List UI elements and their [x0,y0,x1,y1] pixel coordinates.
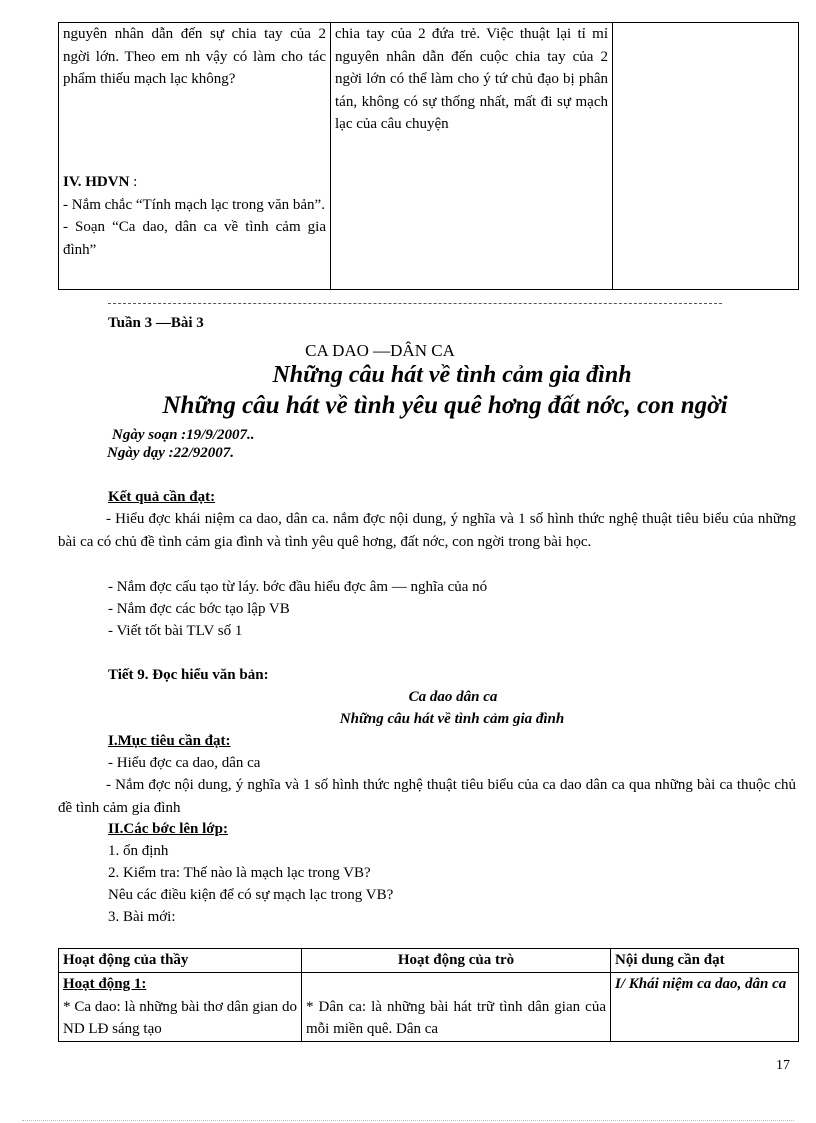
activity-table [58,948,799,1042]
hdvn-title: IV. HDVN [63,174,130,190]
step-1: 1. ổn định [108,843,169,859]
ca-dao-definition: * Ca dao: là những bài thơ dân gian do ND LĐ sáng tạo [63,998,297,1037]
top-table-col-content [613,23,799,290]
text-title-1: Ca dao dân ca [408,689,498,705]
content-cell [611,973,799,1042]
date-teach: Ngày dạy :22/92007. [107,445,235,461]
results-item-1: - Hiểu đợc khái niệm ca dao, dân ca. nắm đợc nội dung, ý nghĩa và 1 số hình thức nghệ thuật tiêu biểu của những bài ca có chủ đề tình cảm gia đình và tình yêu quê hơng, đất nớc, con ngời trong bài học. [58,511,796,550]
hdvn-item-2: - Soạn “Ca dao, dân ca về tình cảm gia đình” [63,219,326,258]
step-2b: Nêu các điều kiện để có sự mạch lạc trong VB? [108,887,394,903]
objective-2: - Nắm đợc nội dung, ý nghĩa và 1 số hình thức nghệ thuật tiêu biểu của ca dao dân ca qua những bài ca thuộc chủ đề tình cảm gia đình [58,777,796,816]
header-content: Nội dung cần đạt [611,949,799,973]
step-2: 2. Kiểm tra: Thế nào là mạch lạc trong VB? [108,865,371,881]
hdvn-colon: : [129,174,138,190]
dan-ca-definition: * Dân ca: là những bài hát trữ tình dân gian của mỗi miền quê. Dân ca [306,998,606,1037]
top-table-col-teacher [59,23,331,290]
teacher-cell [59,996,302,1042]
header-student: Hoạt động của trò [302,949,611,973]
page-number: 17 [776,1058,790,1073]
subject-heading: CA DAO —DÂN CA [305,341,455,360]
footer-divider [22,1120,794,1121]
date-prepare: Ngày soạn :19/9/2007.. [112,427,255,443]
review-question: nguyên nhân dẫn đến sự chia tay của 2 ngời lớn. Theo em nh vậy có làm cho tác phẩm thiếu mạch lạc không? [63,26,326,87]
steps-heading: II.Các bớc lên lớp: [108,821,228,837]
period-heading: Tiết 9. Đọc hiểu văn bản: [108,667,269,683]
week-lesson: Tuần 3 —Bài 3 [108,315,204,331]
activity-1-cell [59,973,302,996]
title-family: Những câu hát về tình cảm gia đình [272,362,632,388]
hdvn-item-1: - Nắm chắc “Tính mạch lạc trong văn bản”. [63,196,325,213]
student-cell [302,996,611,1042]
concept-heading: I/ Khái niệm ca dao, dân ca [615,976,787,992]
top-lesson-table [58,22,799,290]
top-table-col-student [331,23,613,290]
title-homeland: Những câu hát về tình yêu quê hơng đất nớc, con ngời [162,392,728,419]
objective-1: - Hiểu đợc ca dao, dân ca [108,755,261,771]
results-item-4: - Viết tốt bài TLV số 1 [108,623,243,639]
results-item-3: - Nắm đợc các bớc tạo lập VB [108,601,290,617]
hdvn-heading [63,171,326,194]
activity-1-label: Hoạt động 1: [63,976,147,992]
step-3: 3. Bài mới: [108,909,176,925]
header-teacher: Hoạt động của thầy [59,949,302,973]
results-heading: Kết quả cần đạt: [108,489,216,505]
student-empty-cell [302,973,611,996]
results-item-2: - Nắm đợc cấu tạo từ láy. bớc đầu hiểu đợc âm — nghĩa của nó [108,579,488,595]
text-title-2: Những câu hát về tình cảm gia đình [339,711,565,727]
student-answer: chia tay của 2 đứa trẻ. Việc thuật lại tỉ mỉ nguyên nhân dẫn đến cuộc chia tay của 2 ngời lớn có thể làm cho ý tứ chủ đạo bị phân tán, không có sự thống nhất, mất đi sự mạch lạc của câu chuyện [335,26,608,132]
objectives-heading: I.Mục tiêu cần đạt: [108,733,231,749]
section-divider [108,303,722,304]
